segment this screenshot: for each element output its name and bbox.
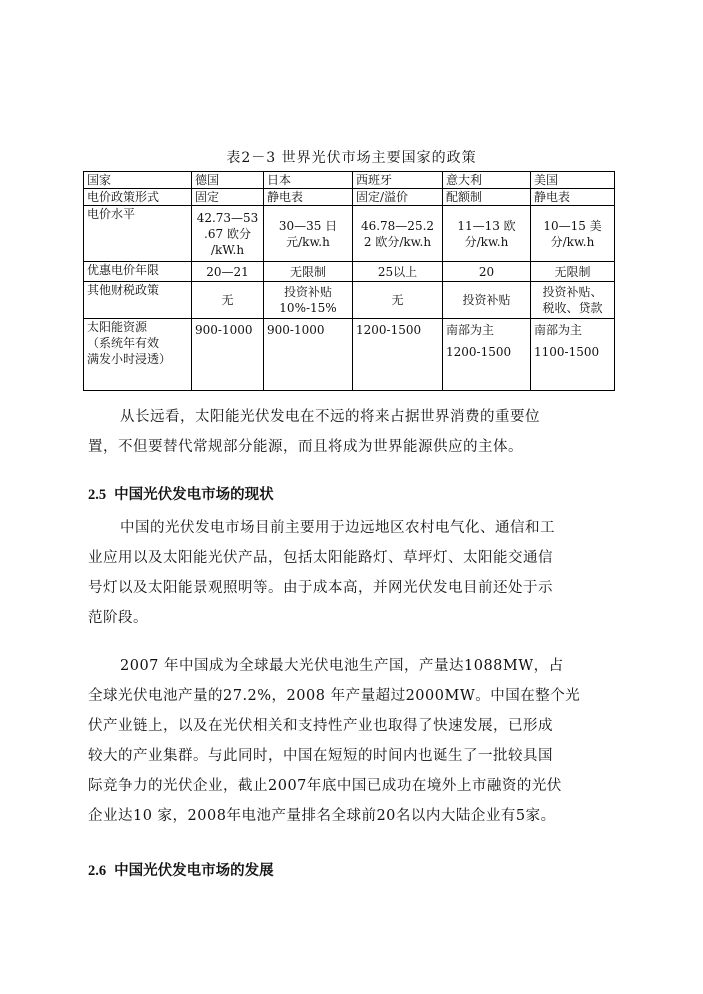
table-row [84,319,615,391]
table-header-row [84,172,615,189]
row-label: 优惠电价年限 [84,262,192,282]
cell-line: 10%-15% [279,301,337,315]
table-cell: 无限制 [264,262,353,282]
table-cell: 固定/溢价 [353,189,443,206]
table-cell [353,206,443,262]
cell-line: 46.78—25.2 [360,218,435,233]
cell-line: 南部为主 [534,323,583,337]
header-cell: 西班牙 [353,172,443,189]
cell-line: 10—15 美 [543,218,602,233]
table-caption: 表2－3 世界光伏市场主要国家的政策 [226,150,477,166]
table-cell [192,206,264,262]
cell-line: 投资补贴 [283,285,332,299]
table-cell: 配额制 [443,189,531,206]
cell-line: 1200-1500 [446,345,512,359]
table-cell: 900-1000 [264,319,353,391]
table-cell [443,319,531,391]
cell-line: 税收、贷款 [542,301,603,315]
text-line: 企业达10 家，2008年电池产量排名全球前20名以内大陆企业有5家。 [88,808,556,824]
cell-line: 11—13 欧 [457,218,516,233]
cell-line: .67 欧分 [204,226,251,241]
row-label: 其他财税政策 [84,282,192,319]
table-cell: 25以上 [353,262,443,282]
table-cell: 1200-1500 [353,319,443,391]
table-cell: 固定 [192,189,264,206]
section-heading-2-5 [88,483,274,504]
table-cell: 900-1000 [192,319,264,391]
text-line: 号灯以及太阳能景观照明等。由于成本高，并网光伏发电目前还处于示 [88,580,553,596]
paragraph-outlook [88,402,608,462]
cell-line: 南部为主 [446,323,495,337]
cell-line: 42.73—53 [196,210,259,225]
cell-line: /kW.h [210,242,245,257]
table-cell [531,282,615,319]
text-line: 2007 年中国成为全球最大光伏电池生产国，产量达1088MW，占 [120,658,564,674]
table-row [84,262,615,282]
table-row [84,189,615,206]
row-label [84,319,192,391]
table-cell [264,206,353,262]
table-cell: 投资补贴 [443,282,531,319]
cell-line: 满发小时浸透） [87,352,172,366]
cell-line: 30—35 日 [278,218,338,233]
table-cell [531,206,615,262]
paragraph-production [88,651,608,831]
text-line: 业应用以及太阳能光伏产品，包括太阳能路灯、草坪灯、太阳能交通信 [88,550,553,566]
cell-line: 元/kw.h [286,234,330,249]
table-cell [443,206,531,262]
section-title: 中国光伏发电市场的发展 [114,862,274,879]
text-line: 伏产业链上，以及在光伏相关和支持性产业也取得了快速发展，已形成 [88,718,553,734]
text-line: 中国的光伏发电市场目前主要用于边远地区农村电气化、通信和工 [120,520,555,536]
text-line: 范阶段。 [88,610,148,626]
text-line: 从长远看，太阳能光伏发电在不远的将来占据世界消费的重要位 [120,409,540,425]
header-cell: 国家 [84,172,192,189]
section-title: 中国光伏发电市场的现状 [114,486,274,503]
cell-line: 投资补贴、 [542,285,603,299]
paragraph-market-status [88,513,608,633]
table-cell [531,319,615,391]
text-line: 较大的产业集群。与此同时，中国在短短的时间内也诞生了一批较具国 [88,748,553,764]
table-cell: 静电表 [531,189,615,206]
cell-line: 分/kw.h [550,234,595,249]
section-heading-2-6 [88,859,274,880]
policy-table [83,171,615,391]
table-row [84,282,615,319]
row-label: 电价水平 [84,206,192,262]
text-line: 全球光伏电池产量的27.2%，2008 年产量超过2000MW。中国在整个光 [88,688,581,704]
cell-line: 分/kw.h [464,234,509,249]
row-label: 电价政策形式 [84,189,192,206]
text-line: 际竞争力的光伏企业，截止2007年底中国已成功在境外上市融资的光伏 [88,778,562,794]
section-number: 2.6 [88,863,107,879]
table-cell: 无 [192,282,264,319]
table-cell: 静电表 [264,189,353,206]
header-cell: 德国 [192,172,264,189]
table-cell: 20—21 [192,262,264,282]
header-cell: 美国 [531,172,615,189]
table-cell: 20 [443,262,531,282]
table-cell: 无 [353,282,443,319]
cell-line: 1100-1500 [534,345,600,359]
cell-line: 太阳能资源 [87,320,148,334]
section-number: 2.5 [88,487,107,503]
cell-line: 2 欧分/kw.h [363,234,432,249]
header-cell: 日本 [264,172,353,189]
text-line: 置，不但要替代常规部分能源，而且将成为世界能源供应的主体。 [88,439,523,455]
table-cell: 无限制 [531,262,615,282]
table-cell [264,282,353,319]
cell-line: （系统年有效 [87,336,160,350]
header-cell: 意大利 [443,172,531,189]
table-row [84,206,615,262]
